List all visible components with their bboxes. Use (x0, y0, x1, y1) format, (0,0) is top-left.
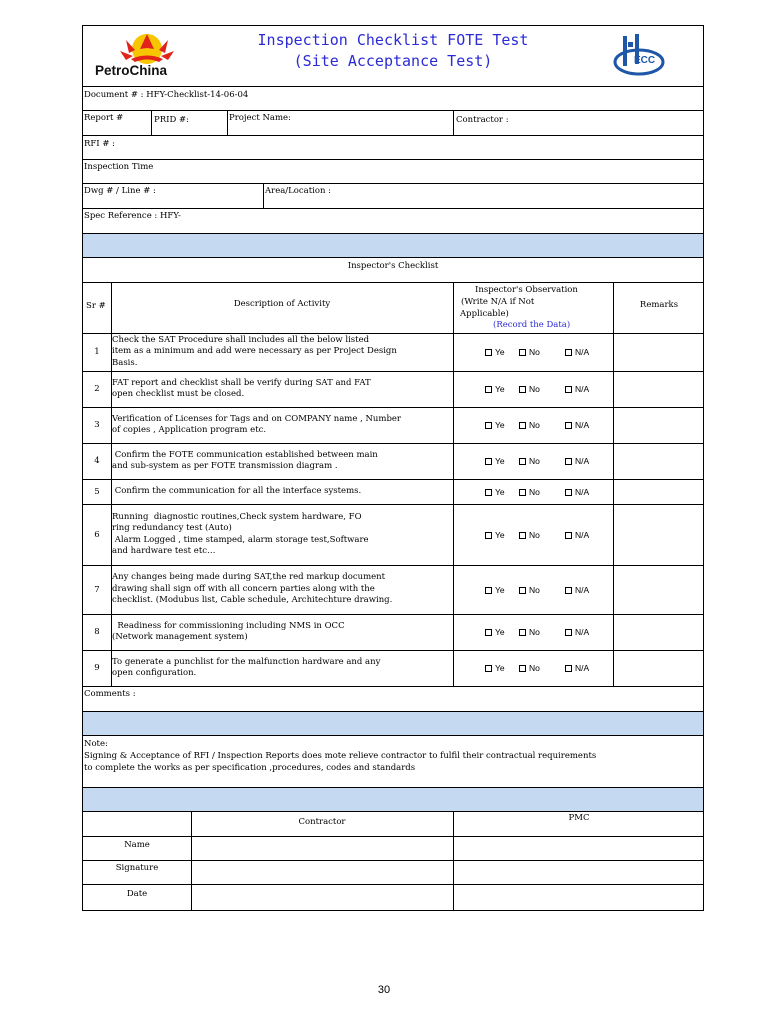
form-subtitle: (Site Acceptance Test) (293, 52, 493, 70)
checkbox-icon[interactable] (565, 489, 572, 496)
signoff-date-row (83, 885, 703, 911)
checkbox-icon[interactable] (485, 349, 492, 356)
signoff-date-label: Date (126, 889, 148, 899)
checkbox-icon[interactable] (519, 349, 526, 356)
prid-label: PRID #: (154, 115, 189, 125)
note-label: Note: (84, 739, 108, 749)
checklist-row (83, 334, 703, 372)
checklist-row (83, 651, 703, 687)
activity-description-line: To generate a punchlist for the malfunction hardware and any (112, 656, 381, 667)
checkbox-icon[interactable] (565, 532, 572, 539)
observation-option-yes[interactable] (485, 347, 505, 357)
observation-option-na[interactable] (565, 530, 589, 540)
observation-option-label: Ye (495, 384, 505, 394)
col-observation-line3: Applicable) (460, 309, 509, 319)
observation-option-na[interactable] (565, 627, 589, 637)
observation-option-label: No (529, 384, 540, 394)
row-number: 6 (94, 529, 100, 540)
observation-option-no[interactable] (519, 530, 540, 540)
activity-description-line: Verification of Licenses for Tags and on COMPANY name , Number (112, 413, 401, 424)
remarks-cell[interactable] (614, 444, 705, 479)
observation-option-label: N/A (575, 486, 590, 497)
form-title: Inspection Checklist FOTE Test (257, 31, 529, 49)
checkbox-icon[interactable] (485, 665, 492, 672)
note-line2: to complete the works as per specification ,procedures, codes and standards (84, 763, 416, 773)
checklist-caption-row (83, 258, 703, 283)
col-description: Description of Activity (233, 299, 331, 309)
observation-option-label: No (529, 456, 540, 466)
checkbox-icon[interactable] (485, 629, 492, 636)
observation-option-label: N/A (575, 347, 590, 357)
observation-option-na[interactable] (565, 663, 589, 673)
observation-option-label: No (529, 347, 540, 357)
checkbox-icon[interactable] (485, 532, 492, 539)
spec-reference-label: Spec Reference : HFY- (84, 211, 181, 221)
activity-description-line: Any changes being made during SAT,the red markup document (112, 572, 386, 583)
remarks-cell[interactable] (614, 372, 705, 407)
observation-option-yes[interactable] (485, 487, 505, 497)
activity-description-line: drawing shall sign off with all concern parties along with the (112, 583, 375, 594)
activity-description-line: checklist. (Modubus list, Cable schedule, Architechture drawing. (112, 595, 393, 606)
col-remarks: Remarks (639, 300, 679, 310)
checkbox-icon[interactable] (565, 587, 572, 594)
signoff-header-row (83, 812, 703, 837)
checklist-row (83, 372, 703, 408)
note-row (83, 736, 703, 788)
activity-description-line: open configuration. (112, 668, 197, 678)
observation-option-label: Ye (495, 627, 505, 637)
observation-option-no[interactable] (519, 456, 540, 466)
activity-description-line: Confirm the FOTE communication established between main (112, 449, 378, 460)
checkbox-icon[interactable] (519, 422, 526, 429)
activity-description-line: Alarm Logged , time stamped, alarm storage test,Software (112, 534, 369, 545)
note-line1: Signing & Acceptance of RFI / Inspection Reports does mote relieve contractor to fulfil their contractual requirements (84, 751, 597, 761)
observation-option-label: Ye (495, 529, 505, 540)
observation-option-label: Ye (495, 347, 505, 357)
row-number: 5 (94, 486, 100, 497)
blue-band-top (83, 234, 703, 258)
col-observation-line1: Inspector's Observation (475, 285, 578, 295)
observation-option-yes[interactable] (485, 384, 505, 394)
activity-description-line: Basis. (112, 357, 138, 368)
observation-option-label: No (529, 420, 540, 430)
observation-option-label: Ye (495, 420, 505, 430)
observation-option-label: N/A (575, 529, 590, 540)
signoff-col-pmc: PMC (568, 813, 590, 823)
comments-row (83, 687, 703, 712)
contractor-label: Contractor : (456, 115, 509, 125)
inspection-form (82, 25, 704, 911)
signoff-signature-row (83, 861, 703, 885)
checkbox-icon[interactable] (485, 386, 492, 393)
observation-option-na[interactable] (565, 420, 589, 430)
observation-option-label: No (529, 529, 540, 540)
activity-description-line: Confirm the communication for all the interface systems. (112, 485, 362, 496)
ecc-logo-text: ECC (634, 55, 656, 66)
remarks-cell[interactable] (614, 651, 705, 686)
activity-description-line: and hardware test etc… (112, 546, 216, 556)
observation-option-no[interactable] (519, 627, 540, 637)
observation-option-label: Ye (495, 456, 505, 466)
observation-option-na[interactable] (565, 347, 589, 357)
checkbox-icon[interactable] (565, 665, 572, 672)
checkbox-icon[interactable] (519, 665, 526, 672)
col-observation-line2: (Write N/A if Not (461, 297, 535, 307)
row-number: 1 (94, 347, 100, 357)
checkbox-icon[interactable] (519, 532, 526, 539)
remarks-cell[interactable] (614, 408, 705, 443)
row-number: 8 (94, 627, 100, 637)
observation-option-na[interactable] (565, 487, 589, 497)
remarks-cell[interactable] (614, 505, 705, 565)
observation-option-label: Ye (495, 663, 505, 673)
report-row (83, 111, 703, 136)
dwg-row (83, 184, 703, 209)
checkbox-icon[interactable] (485, 458, 492, 465)
checkbox-icon[interactable] (565, 386, 572, 393)
ecc-logo (611, 32, 681, 78)
observation-option-yes[interactable] (485, 627, 505, 637)
observation-option-yes[interactable] (485, 420, 505, 430)
observation-option-na[interactable] (565, 585, 589, 595)
observation-option-no[interactable] (519, 384, 540, 394)
activity-description-line: FAT report and checklist shall be verify during SAT and FAT (112, 377, 371, 388)
report-label: Report # (84, 113, 124, 123)
activity-description-line: item as a minimum and add were necessary as per Project Design (112, 346, 397, 357)
observation-option-no[interactable] (519, 585, 540, 595)
checkbox-icon[interactable] (485, 489, 492, 496)
activity-description-line: Readiness for commissioning including NMS in OCC (112, 620, 345, 631)
rfi-label: RFI # : (84, 139, 116, 149)
activity-description-line: of copies , Application program etc. (112, 425, 267, 435)
checklist-row (83, 480, 703, 505)
dwg-line-label: Dwg # / Line # : (84, 186, 156, 196)
activity-description-line: Running diagnostic routines,Check system hardware, FO (112, 511, 362, 522)
checkbox-icon[interactable] (485, 422, 492, 429)
remarks-cell[interactable] (614, 615, 705, 650)
checkbox-icon[interactable] (519, 587, 526, 594)
observation-option-yes[interactable] (485, 585, 505, 595)
col-sr: Sr # (86, 301, 106, 311)
checkbox-icon[interactable] (565, 349, 572, 356)
company-name: PetroChina (95, 63, 168, 78)
observation-option-label: N/A (575, 384, 590, 394)
checklist-row (83, 615, 703, 651)
remarks-cell[interactable] (614, 334, 705, 371)
remarks-cell[interactable] (614, 480, 705, 504)
observation-option-yes[interactable] (485, 530, 505, 540)
rfi-row (83, 136, 703, 160)
checklist-row (83, 444, 703, 480)
observation-option-label: N/A (575, 456, 590, 466)
signoff-name-row (83, 837, 703, 861)
checkbox-icon[interactable] (565, 629, 572, 636)
checklist-row (83, 566, 703, 615)
area-location-label: Area/Location : (265, 186, 332, 196)
spec-row (83, 209, 703, 234)
checkbox-icon[interactable] (519, 458, 526, 465)
checkbox-icon[interactable] (485, 587, 492, 594)
blue-band-bottom (83, 788, 703, 812)
document-number: Document # : HFY-Checklist-14-06-04 (84, 90, 249, 100)
observation-option-label: No (529, 584, 540, 595)
row-number: 4 (94, 456, 100, 466)
activity-description-line: open checklist must be closed. (112, 389, 245, 399)
checkbox-icon[interactable] (519, 489, 526, 496)
row-number: 2 (94, 384, 100, 394)
activity-description-line: and sub-system as per FOTE transmission diagram . (112, 461, 338, 471)
checkbox-icon[interactable] (565, 458, 572, 465)
row-number: 7 (94, 584, 100, 595)
observation-option-label: Ye (495, 584, 505, 595)
inspection-time-row (83, 160, 703, 184)
observation-option-label: N/A (575, 420, 590, 430)
activity-description-line: ring redundancy test (Auto) (112, 523, 232, 533)
remarks-cell[interactable] (614, 566, 705, 614)
observation-option-no[interactable] (519, 420, 540, 430)
observation-option-na[interactable] (565, 384, 589, 394)
checklist-header-row (83, 283, 703, 334)
blue-band-middle (83, 712, 703, 736)
inspection-time-label: Inspection Time (84, 162, 154, 172)
observation-option-na[interactable] (565, 456, 589, 466)
checkbox-icon[interactable] (519, 629, 526, 636)
checkbox-icon[interactable] (565, 422, 572, 429)
row-number: 9 (94, 663, 100, 673)
observation-option-label: No (529, 486, 540, 497)
page-number: 30 (377, 984, 391, 996)
observation-option-no[interactable] (519, 347, 540, 357)
observation-option-no[interactable] (519, 487, 540, 497)
signoff-name-label: Name (124, 840, 150, 850)
activity-description-line: (Network management system) (112, 632, 248, 642)
comments-label: Comments : (84, 689, 136, 699)
observation-option-no[interactable] (519, 663, 540, 673)
observation-option-label: No (529, 627, 540, 637)
row-number: 3 (94, 420, 100, 430)
signoff-signature-label: Signature (115, 863, 159, 873)
col-observation-line4: (Record the Data) (493, 320, 571, 330)
checklist-row (83, 505, 703, 566)
signoff-col-contractor: Contractor (298, 817, 346, 827)
observation-option-label: N/A (575, 663, 590, 673)
activity-description-line: Check the SAT Procedure shall includes all the below listed (112, 334, 370, 345)
document-row (83, 87, 703, 111)
observation-option-yes[interactable] (485, 663, 505, 673)
form-header (83, 26, 703, 87)
checklist-caption: Inspector's Checklist (347, 261, 439, 271)
observation-option-label: Ye (495, 486, 505, 497)
observation-option-yes[interactable] (485, 456, 505, 466)
checklist-row (83, 408, 703, 444)
observation-option-label: N/A (575, 584, 590, 595)
observation-option-label: N/A (575, 627, 590, 637)
project-name-label: Project Name: (229, 113, 291, 123)
checkbox-icon[interactable] (519, 386, 526, 393)
observation-option-label: No (529, 663, 540, 673)
